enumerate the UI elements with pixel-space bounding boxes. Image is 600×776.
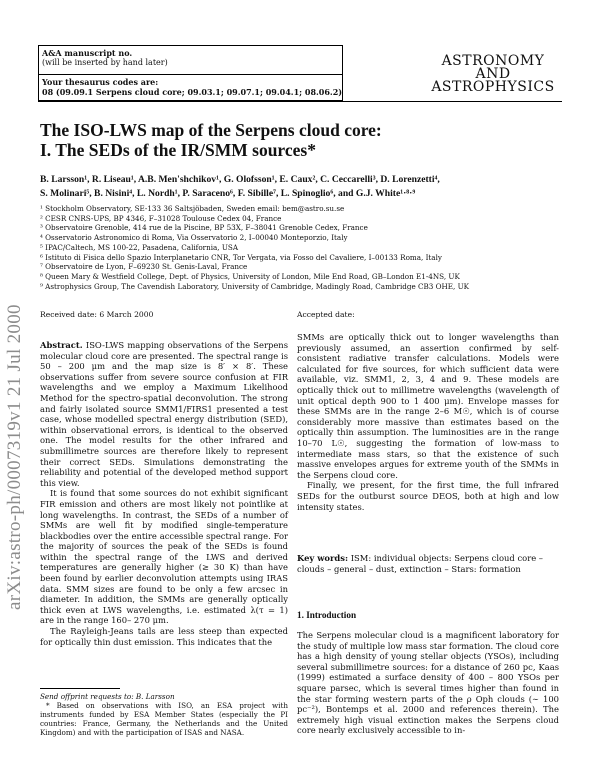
affiliation: ⁷ Observatoire de Lyon, F–69230 St. Genis-Laval, France xyxy=(40,262,248,272)
title-line: The ISO-LWS map of the Serpens cloud core: xyxy=(40,120,382,140)
affiliation: ⁸ Queen Mary & Westfield College, Dept. of Physics, University of London, Mile End Road, GB–London E1-4NS, UK xyxy=(40,271,460,281)
manuscript-box xyxy=(38,45,343,75)
author-line: B. Larsson¹, R. Liseau¹, A.B. Men'shchikov¹, G. Olofsson¹, E. Caux², C. Ceccarelli³, D. Lorenzetti⁴, xyxy=(40,174,440,185)
paper-title xyxy=(40,120,560,160)
thesaurus-box xyxy=(38,75,343,101)
abstract-paragraph: It is found that some sources do not exhibit significant FIR emission and others are most likely not pointlike at long wavelengths. In contrast, the SEDs of a number of SMMs are well fit by modified single-temperature blackbodies over the entire accessible spectral range. For the majority of sources the peak of the SEDs is found within the spectral range of the LWS and derived temperatures are generally higher (≥ 30 K) than have been found by earlier deconvolution attempts using IRAS data. SMM sizes are found to be only a few arcsec in diameter. In addition, the SMMs are generally optically thick even at LWS wavelengths, i.e. estimated λ(τ = 1) are in the range 160– 270 μm. xyxy=(40,488,288,626)
section-heading: 1. Introduction xyxy=(297,610,357,620)
abstract-continued xyxy=(297,332,559,512)
abstract xyxy=(40,340,288,647)
journal-line: ASTROPHYSICS xyxy=(431,79,555,95)
header-rule xyxy=(38,101,562,102)
arxiv-stamp: arXiv:astro-ph/0007319v1 21 Jul 2000 xyxy=(4,304,25,610)
keywords-text: ISM: individual objects: Serpens cloud core – clouds – general – dust, extinction – Stars: formation xyxy=(297,553,543,574)
received-date: Received date: 6 March 2000 xyxy=(40,310,154,319)
author-line: S. Molinari⁵, B. Nisini⁴, L. Nordh¹, P. Saraceno⁶, F. Sibille⁷, L. Spinoglio⁶, and G.J. White¹·⁸·⁹ xyxy=(40,187,416,199)
thesaurus-label: Your thesaurus codes are: xyxy=(42,77,159,87)
journal-logo xyxy=(428,55,558,94)
footnote-rule xyxy=(40,688,120,689)
keywords xyxy=(297,553,559,574)
journal-line: AND xyxy=(475,66,511,82)
manuscript-note: (will be inserted by hand later) xyxy=(42,58,168,67)
footnotes xyxy=(40,692,288,737)
affiliation: ⁴ Osservatorio Astronomico di Roma, Via Osservatorio 2, I–00040 Monteporzio, Italy xyxy=(40,233,348,243)
keywords-label: Key words: xyxy=(297,553,349,563)
title-line: I. The SEDs of the IR/SMM sources* xyxy=(40,140,316,160)
affiliation: ¹ Stockholm Observatory, SE-133 36 Saltsjöbaden, Sweden email: bem@astro.su.se xyxy=(40,204,345,213)
affiliation: ⁵ IPAC/Caltech, MS 100-22, Pasadena, California, USA xyxy=(40,242,239,252)
funding-footnote: * Based on observations with ISO, an ESA project with instruments funded by ESA Member States (especially the PI countries: France, Germany, the Netherlands and the United Kingdom) and with the participation of ISAS and NASA. xyxy=(40,701,288,737)
abstract-text: ISO-LWS mapping observations of the Serpens molecular cloud core are presented. The spectral range is 50 – 200 μm and the map size is 8′ × 8′. These observations suffer from severe source confusion at FIR wavelengths and we employ a Maximum Likelihood Method for the spectro-spatial deconvolution. The strong and fairly isolated source SMM1/FIRS1 presented a test case, whose modelled spectral energy distribution (SED), within observational errors, is identical to the observed one. The model results for the other infrared and submillimetre sources are therefore likely to represent their correct SEDs. Simulations demonstrating the reliability and potential of the developed method support this view. xyxy=(40,340,288,488)
abstract-paragraph xyxy=(40,340,288,488)
affiliation: ² CESR CNRS-UPS, BP 4346, F–31028 Toulouse Cedex 04, France xyxy=(40,213,282,223)
abstract-paragraph: The Rayleigh-Jeans tails are less steep than expected for optically thin dust emission. This indicates that the xyxy=(40,626,288,647)
thesaurus-codes: 08 (09.09.1 Serpens cloud core; 09.03.1; 09.07.1; 09.04.1; 08.06.2) xyxy=(42,87,343,97)
journal-line: ASTRONOMY xyxy=(441,53,545,69)
affiliation: ³ Observatoire Grenoble, 414 rue de la Piscine, BP 53X, F–38041 Grenoble Cedex, France xyxy=(40,223,368,233)
manuscript-label: A&A manuscript no. xyxy=(42,48,133,58)
introduction-text: The Serpens molecular cloud is a magnificent laboratory for the study of multiple low mass star formation. The cloud core has a high density of young stellar objects (YSOs), including several submillimetre sources: for a distance of 260 pc, Kaas (1999) estimated a surface density of 400 – 800 YSOs per square parsec, which is several times higher than found in the star forming western parts of the ρ Oph clouds (∼ 100 pc⁻²), Bontemps et al. 2000 and references therein). The extremely high visual extinction makes the Serpens cloud core nearly exclusively accessible to in- xyxy=(297,630,559,736)
abstract-paragraph: SMMs are optically thick out to longer wavelengths than previously assumed, an assertion confirmed by self-consistent radiative transfer calculations. Models were calculated for five sources, for which sufficient data were available, viz. SMM1, 2, 3, 4 and 9. These models are optically thick out to millimetre wavelengths (wavelength of unit optical depth 900 to 1 400 μm). Envelope masses for these SMMs are in the range 2–6 M☉, which is of course considerably more massive than estimates based on the optically thin assumption. The luminosities are in the range 10–70 L☉, suggesting the formation of low-mass to intermediate mass stars, so that the existence of such massive envelopes argues for extreme youth of the SMMs in the Serpens cloud core. xyxy=(297,332,559,480)
author-list xyxy=(40,173,564,200)
abstract-label: Abstract. xyxy=(40,340,83,350)
abstract-paragraph: Finally, we present, for the first time, the full infrared SEDs for the outburst source DEOS, both at high and low intensity states. xyxy=(297,480,559,512)
affiliation: ⁹ Astrophysics Group, The Cavendish Laboratory, University of Cambridge, Madingly Road, Cambridge CB3 OHE, UK xyxy=(40,281,470,291)
accepted-date: Accepted date: xyxy=(297,310,355,319)
affiliation: ⁶ Istituto di Fisica dello Spazio Interplanetario CNR, Tor Vergata, via Fosso del Cavaliere, I–00133 Roma, Italy xyxy=(40,252,442,262)
affiliation-list xyxy=(40,204,564,291)
offprint-note: Send offprint requests to: B. Larsson xyxy=(40,692,175,701)
